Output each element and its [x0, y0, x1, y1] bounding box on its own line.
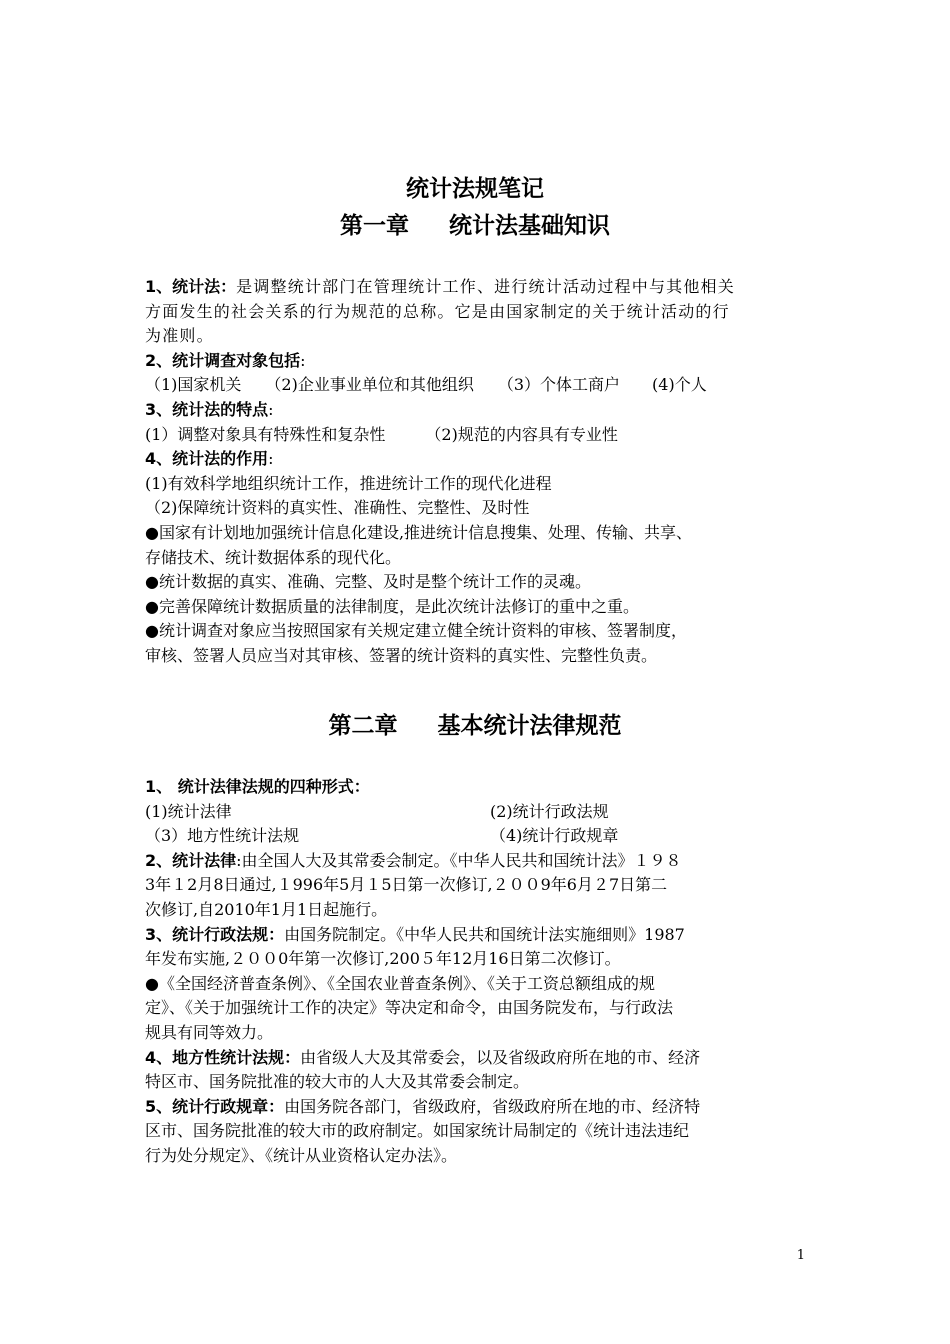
ch2-forms-row1: [145, 800, 810, 825]
chapter2-label: 第二章: [328, 713, 398, 739]
ch2-item2-line3: 次修订,自2010年1月1日起施行。: [145, 899, 388, 919]
ch1-bullet4-line1: ●统计调查对象应当按照国家有关规定建立健全统计资料的审核、签署制度，: [145, 621, 687, 641]
ch1-item4-line1: (1)有效科学地组织统计工作，推进统计工作的现代化进程: [145, 473, 552, 493]
ch2-item5-line3: 行为处分规定》、《统计从业资格认定办法》。: [145, 1145, 458, 1165]
document-title: 统计法规笔记: [406, 176, 544, 202]
ch2-item2-line1: 2、统计法律:由全国人大及其常委会制定。《中华人民共和国统计法》１９８: [145, 850, 682, 870]
ch1-item1-line3: 为准则。: [145, 326, 214, 346]
ch2-item4-line1: 4、地方性统计法规：由省级人大及其常委会，以及省级政府所在地的市、经济: [145, 1047, 701, 1067]
ch1-item1-line1: 1、统计法：是调整统计部门在管理统计工作、进行统计活动过程中与其他相关: [145, 277, 735, 296]
ch1-bullet3: ●完善保障统计数据质量的法律制度，是此次统计法修订的重中之重。: [145, 596, 639, 616]
ch1-bullet4-line2: 审核、签署人员应当对其审核、签署的统计资料的真实性、完整性负责。: [145, 645, 658, 665]
ch1-item4-heading: 4、统计法的作用:: [145, 449, 274, 469]
ch1-item1-head: 1、统计法：: [145, 277, 237, 296]
chapter1-body: [145, 275, 810, 669]
ch2-item5-line1: 5、统计行政规章：由国务院各部门，省级政府，省级政府所在地的市、经济特: [145, 1096, 701, 1116]
ch2-item4-line2: 特区市、国务院批准的较大市的人大及其常委会制定。: [145, 1072, 530, 1092]
ch2-form2: (2)统计行政法规: [490, 801, 609, 821]
ch2-bullet-line2: 定》、《关于加强统计工作的决定》等决定和命令，由国务院发布，与行政法: [145, 998, 674, 1018]
ch2-item2-line2: 3年１2月8日通过,１996年5月１5日第一次修订,２００9年6月２7日第二: [145, 875, 668, 895]
ch1-bullet2: ●统计数据的真实、准确、完整、及时是整个统计工作的灵魂。: [145, 572, 591, 592]
ch1-bullet1-line2: 存储技术、统计数据体系的现代化。: [145, 547, 402, 567]
ch1-item3-list: (1）调整对象具有特殊性和复杂性 （2)规范的内容具有专业性: [145, 424, 618, 444]
ch2-item3-line1: 3、统计行政法规：由国务院制定。《中华人民共和国统计法实施细则》1987: [145, 924, 685, 944]
chapter1-label: 第一章: [340, 213, 409, 239]
ch2-bullet-line1: ●《全国经济普查条例》、《全国农业普查条例》、《关于工资总额组成的规: [145, 973, 655, 993]
chapter2-heading: [0, 707, 950, 740]
page-number: 1: [796, 1248, 805, 1263]
ch2-item1-heading: 1、 统计法律法规的四种形式：: [145, 777, 370, 796]
ch1-item1-line2: 方面发生的社会关系的行为规范的总称。它是由国家制定的关于统计活动的行: [145, 301, 730, 321]
ch2-forms-row2: [145, 824, 810, 849]
ch1-bullet1-line1: ●国家有计划地加强统计信息化建设,推进统计信息搜集、处理、传输、共享、: [145, 522, 693, 542]
ch1-item2-heading: 2、统计调查对象包括:: [145, 350, 306, 370]
ch2-item3-line2: 年发布实施,２００0年第一次修订,200５年12月16日第二次修订。: [145, 949, 621, 969]
ch2-bullet-line3: 规具有同等效力。: [145, 1022, 274, 1042]
ch1-item4-line2: （2)保障统计资料的真实性、准确性、完整性、及时性: [145, 498, 530, 518]
ch2-form4: （4)统计行政规章: [490, 826, 619, 846]
chapter1-name: 统计法基础知识: [449, 213, 610, 239]
chapter1-heading: [0, 207, 950, 240]
ch1-item2-list: （1)国家机关 （2)企业事业单位和其他组织 （3）个体工商户 (4)个人: [145, 375, 707, 395]
chapter2-body: [145, 775, 810, 1169]
ch2-form3: （3）地方性统计法规: [145, 826, 300, 846]
ch2-item5-line2: 区市、国务院批准的较大市的政府制定。如国家统计局制定的《统计违法违纪: [145, 1121, 690, 1141]
ch2-form1: (1)统计法律: [145, 801, 232, 821]
ch1-item3-heading: 3、统计法的特点:: [145, 399, 274, 419]
chapter2-name: 基本统计法律规范: [437, 713, 622, 739]
